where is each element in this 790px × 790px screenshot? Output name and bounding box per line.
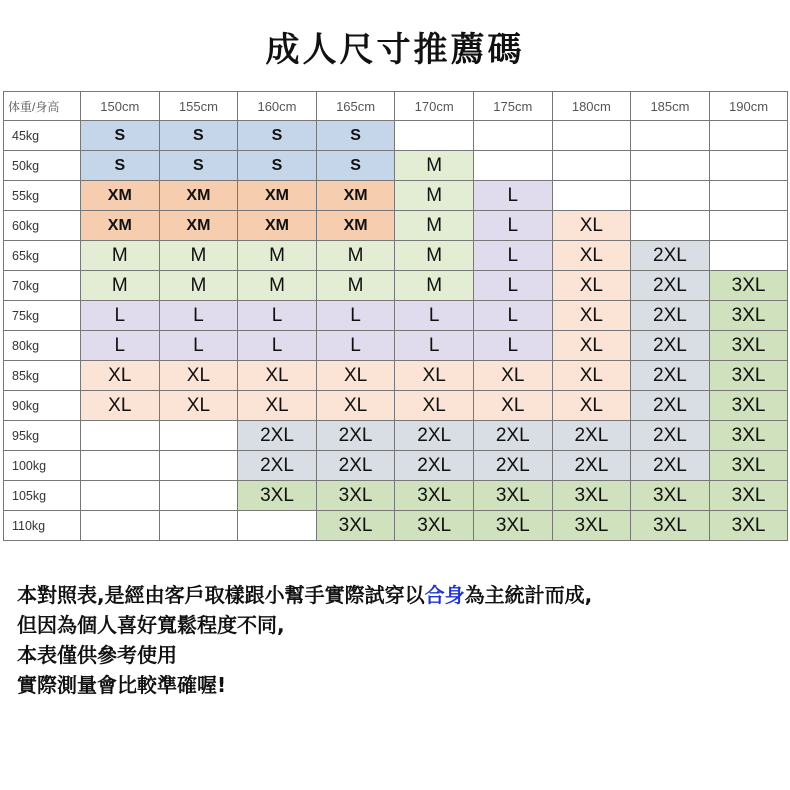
empty-cell xyxy=(631,121,710,151)
size-cell: M xyxy=(159,271,238,301)
empty-cell xyxy=(709,241,788,271)
size-cell: 2XL xyxy=(631,391,710,421)
empty-cell xyxy=(552,121,631,151)
size-cell: XL xyxy=(552,211,631,241)
header-height: 155cm xyxy=(159,92,238,121)
size-cell: XM xyxy=(81,181,160,211)
size-cell: L xyxy=(473,271,552,301)
empty-cell xyxy=(552,151,631,181)
size-cell: XM xyxy=(238,211,317,241)
empty-cell xyxy=(709,181,788,211)
size-cell: L xyxy=(316,331,395,361)
size-cell: 2XL xyxy=(395,421,474,451)
size-cell: 2XL xyxy=(631,271,710,301)
row-weight: 50kg xyxy=(4,151,81,181)
size-cell: XL xyxy=(552,391,631,421)
size-cell: 2XL xyxy=(552,451,631,481)
header-row xyxy=(4,92,788,121)
size-cell: 3XL xyxy=(709,451,788,481)
empty-cell xyxy=(159,421,238,451)
size-cell: 3XL xyxy=(316,511,395,541)
size-cell: M xyxy=(395,181,474,211)
size-cell: 3XL xyxy=(709,301,788,331)
size-cell: L xyxy=(473,211,552,241)
size-cell: XM xyxy=(316,211,395,241)
size-cell: M xyxy=(316,241,395,271)
size-cell: M xyxy=(81,271,160,301)
note-line-4: 實際測量會比較準確喔! xyxy=(17,673,227,697)
size-cell: 3XL xyxy=(709,511,788,541)
size-cell: M xyxy=(238,241,317,271)
note-line-1-end: 為主統計而成, xyxy=(464,583,593,607)
table-row xyxy=(4,151,788,181)
size-cell: XL xyxy=(238,391,317,421)
empty-cell xyxy=(159,511,238,541)
size-cell: S xyxy=(316,151,395,181)
size-cell: 3XL xyxy=(395,511,474,541)
size-note xyxy=(17,580,592,700)
empty-cell xyxy=(81,421,160,451)
size-cell: XL xyxy=(552,301,631,331)
size-cell: L xyxy=(316,301,395,331)
size-cell: XL xyxy=(316,361,395,391)
size-cell: 3XL xyxy=(709,271,788,301)
empty-cell xyxy=(631,151,710,181)
row-weight: 65kg xyxy=(4,241,81,271)
size-cell: XL xyxy=(473,361,552,391)
empty-cell xyxy=(159,481,238,511)
header-height: 160cm xyxy=(238,92,317,121)
empty-cell xyxy=(631,211,710,241)
empty-cell xyxy=(552,181,631,211)
size-cell: 2XL xyxy=(316,421,395,451)
row-weight: 100kg xyxy=(4,451,81,481)
size-cell: L xyxy=(395,331,474,361)
size-cell: XL xyxy=(473,391,552,421)
size-cell: 2XL xyxy=(631,421,710,451)
row-weight: 75kg xyxy=(4,301,81,331)
size-cell: XL xyxy=(552,361,631,391)
size-cell: L xyxy=(473,241,552,271)
size-cell: XM xyxy=(238,181,317,211)
table-row xyxy=(4,391,788,421)
empty-cell xyxy=(238,511,317,541)
size-cell: M xyxy=(81,241,160,271)
size-cell: 3XL xyxy=(709,481,788,511)
size-cell: M xyxy=(395,241,474,271)
size-cell: M xyxy=(395,151,474,181)
size-cell: L xyxy=(159,301,238,331)
table-row xyxy=(4,331,788,361)
size-cell: 2XL xyxy=(631,451,710,481)
empty-cell xyxy=(81,481,160,511)
size-cell: 3XL xyxy=(316,481,395,511)
empty-cell xyxy=(709,121,788,151)
empty-cell xyxy=(631,181,710,211)
empty-cell xyxy=(709,211,788,241)
size-cell: 2XL xyxy=(473,451,552,481)
row-weight: 55kg xyxy=(4,181,81,211)
note-highlight-fit: 合身 xyxy=(424,583,465,607)
note-line-1 xyxy=(17,580,592,610)
row-weight: 95kg xyxy=(4,421,81,451)
size-cell: S xyxy=(81,151,160,181)
size-cell: 2XL xyxy=(238,421,317,451)
size-cell: S xyxy=(159,151,238,181)
size-cell: XM xyxy=(159,211,238,241)
empty-cell xyxy=(395,121,474,151)
size-cell: L xyxy=(81,301,160,331)
note-line-2: 但因為個人喜好寬鬆程度不同, xyxy=(17,613,285,637)
header-height: 180cm xyxy=(552,92,631,121)
size-cell: XL xyxy=(81,361,160,391)
table-row xyxy=(4,121,788,151)
size-cell: 2XL xyxy=(238,451,317,481)
table-row xyxy=(4,301,788,331)
size-cell: L xyxy=(473,301,552,331)
size-cell: XL xyxy=(552,271,631,301)
size-cell: XM xyxy=(159,181,238,211)
row-weight: 110kg xyxy=(4,511,81,541)
size-cell: L xyxy=(473,181,552,211)
size-cell: M xyxy=(316,271,395,301)
size-cell: S xyxy=(316,121,395,151)
table-row xyxy=(4,241,788,271)
size-cell: M xyxy=(395,211,474,241)
size-cell: 2XL xyxy=(631,241,710,271)
empty-cell xyxy=(81,451,160,481)
size-cell: S xyxy=(238,121,317,151)
header-height: 165cm xyxy=(316,92,395,121)
size-cell: L xyxy=(81,331,160,361)
size-cell: XL xyxy=(159,361,238,391)
size-cell: 3XL xyxy=(473,511,552,541)
note-line-3: 本表僅供參考使用 xyxy=(17,643,177,667)
size-cell: 2XL xyxy=(631,331,710,361)
row-weight: 90kg xyxy=(4,391,81,421)
table-row xyxy=(4,451,788,481)
size-cell: XL xyxy=(395,391,474,421)
empty-cell xyxy=(473,151,552,181)
size-cell: L xyxy=(238,301,317,331)
size-cell: 2XL xyxy=(316,451,395,481)
size-cell: S xyxy=(81,121,160,151)
page-title: 成人尺寸推薦碼 xyxy=(265,30,525,70)
size-cell: 3XL xyxy=(709,391,788,421)
size-cell: 3XL xyxy=(473,481,552,511)
size-cell: XL xyxy=(81,391,160,421)
size-chart-table xyxy=(3,91,788,541)
size-cell: 3XL xyxy=(709,331,788,361)
header-height: 170cm xyxy=(395,92,474,121)
size-cell: S xyxy=(238,151,317,181)
size-cell: M xyxy=(395,271,474,301)
size-cell: 2XL xyxy=(395,451,474,481)
header-height: 150cm xyxy=(81,92,160,121)
size-cell: L xyxy=(473,331,552,361)
table-row xyxy=(4,211,788,241)
size-cell: XM xyxy=(316,181,395,211)
size-cell: 2XL xyxy=(631,361,710,391)
table-row xyxy=(4,421,788,451)
table-row xyxy=(4,271,788,301)
size-cell: 3XL xyxy=(395,481,474,511)
size-cell: 3XL xyxy=(552,481,631,511)
size-cell: 3XL xyxy=(552,511,631,541)
header-corner: 体重/身高 xyxy=(4,92,81,121)
row-weight: 105kg xyxy=(4,481,81,511)
empty-cell xyxy=(473,121,552,151)
header-height: 185cm xyxy=(631,92,710,121)
size-cell: 3XL xyxy=(631,511,710,541)
empty-cell xyxy=(709,151,788,181)
size-cell: L xyxy=(159,331,238,361)
table-row xyxy=(4,181,788,211)
size-cell: XL xyxy=(159,391,238,421)
table-row xyxy=(4,481,788,511)
size-cell: XL xyxy=(552,331,631,361)
table-row xyxy=(4,361,788,391)
row-weight: 80kg xyxy=(4,331,81,361)
size-cell: 2XL xyxy=(552,421,631,451)
size-cell: XL xyxy=(552,241,631,271)
size-cell: L xyxy=(238,331,317,361)
empty-cell xyxy=(159,451,238,481)
row-weight: 85kg xyxy=(4,361,81,391)
size-cell: 3XL xyxy=(709,421,788,451)
empty-cell xyxy=(81,511,160,541)
size-cell: 3XL xyxy=(631,481,710,511)
header-height: 175cm xyxy=(473,92,552,121)
size-cell: L xyxy=(395,301,474,331)
size-cell: 3XL xyxy=(238,481,317,511)
note-line-1-start: 本對照表,是經由客戶取樣跟小幫手實際試穿以 xyxy=(17,583,425,607)
row-weight: 60kg xyxy=(4,211,81,241)
size-cell: 2XL xyxy=(473,421,552,451)
row-weight: 45kg xyxy=(4,121,81,151)
table-row xyxy=(4,511,788,541)
size-cell: XL xyxy=(238,361,317,391)
size-cell: XM xyxy=(81,211,160,241)
size-cell: XL xyxy=(316,391,395,421)
size-cell: M xyxy=(238,271,317,301)
size-cell: 2XL xyxy=(631,301,710,331)
size-cell: M xyxy=(159,241,238,271)
size-cell: S xyxy=(159,121,238,151)
size-cell: 3XL xyxy=(709,361,788,391)
header-height: 190cm xyxy=(709,92,788,121)
row-weight: 70kg xyxy=(4,271,81,301)
size-cell: XL xyxy=(395,361,474,391)
